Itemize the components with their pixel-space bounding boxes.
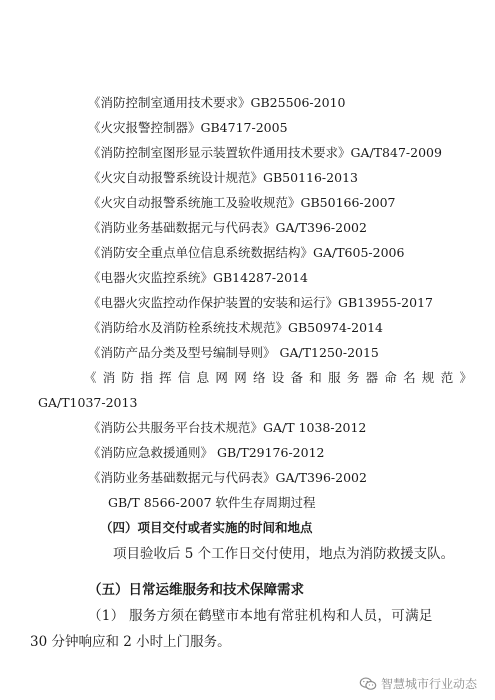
standard-line: 《消防控制室图形显示装置软件通用技术要求》GA/T847-2009: [88, 145, 442, 160]
wechat-icon: [359, 677, 377, 691]
standard-line: 《消防给水及消防栓系统技术规范》GB50974-2014: [88, 320, 383, 335]
standard-line: 《消防业务基础数据元与代码表》GA/T396-2002: [88, 220, 367, 235]
section-heading: （四）项目交付或者实施的时间和地点: [100, 520, 313, 535]
standard-line: 《消防指挥信息网网络设备和服务器命名规范》: [84, 370, 472, 385]
standard-line: 《消防业务基础数据元与代码表》GA/T396-2002: [88, 470, 367, 485]
watermark-text: 智慧城市行业动态: [380, 677, 477, 691]
standard-line: 《火灾自动报警系统设计规范》GB50116-2013: [88, 170, 358, 185]
section-heading: （五）日常运维服务和技术保障需求: [88, 582, 304, 598]
standard-line: 《火灾自动报警系统施工及验收规范》GB50166-2007: [88, 195, 396, 210]
standard-line: 《消防控制室通用技术要求》GB25506-2010: [88, 95, 346, 110]
paragraph: 项目验收后 5 个工作日交付使用，地点为消防救援支队。: [113, 546, 455, 562]
standard-line: 《消防产品分类及型号编制导则》 GA/T1250-2015: [88, 345, 379, 360]
standard-line: GB/T 8566-2007 软件生存周期过程: [108, 495, 316, 510]
standard-line: 《消防应急救援通则》 GB/T29176-2012: [88, 445, 325, 460]
paragraph-continuation: 30 分钟响应和 2 小时上门服务。: [30, 634, 231, 650]
standard-line: 《消防安全重点单位信息系统数据结构》GA/T605-2006: [88, 245, 405, 260]
watermark: [359, 675, 477, 692]
standard-line: 《电器火灾监控动作保护装置的安装和运行》GB13955-2017: [88, 295, 433, 310]
standard-line: 《消防公共服务平台技术规范》GA/T 1038-2012: [88, 420, 367, 435]
standard-line: 《火灾报警控制器》GB4717-2005: [88, 120, 288, 135]
standard-line-continuation: GA/T1037-2013: [38, 395, 138, 410]
standard-line: 《电器火灾监控系统》GB14287-2014: [88, 270, 308, 285]
paragraph: （1） 服务方须在鹤壁市本地有常驻机构和人员，可满足: [88, 608, 433, 624]
